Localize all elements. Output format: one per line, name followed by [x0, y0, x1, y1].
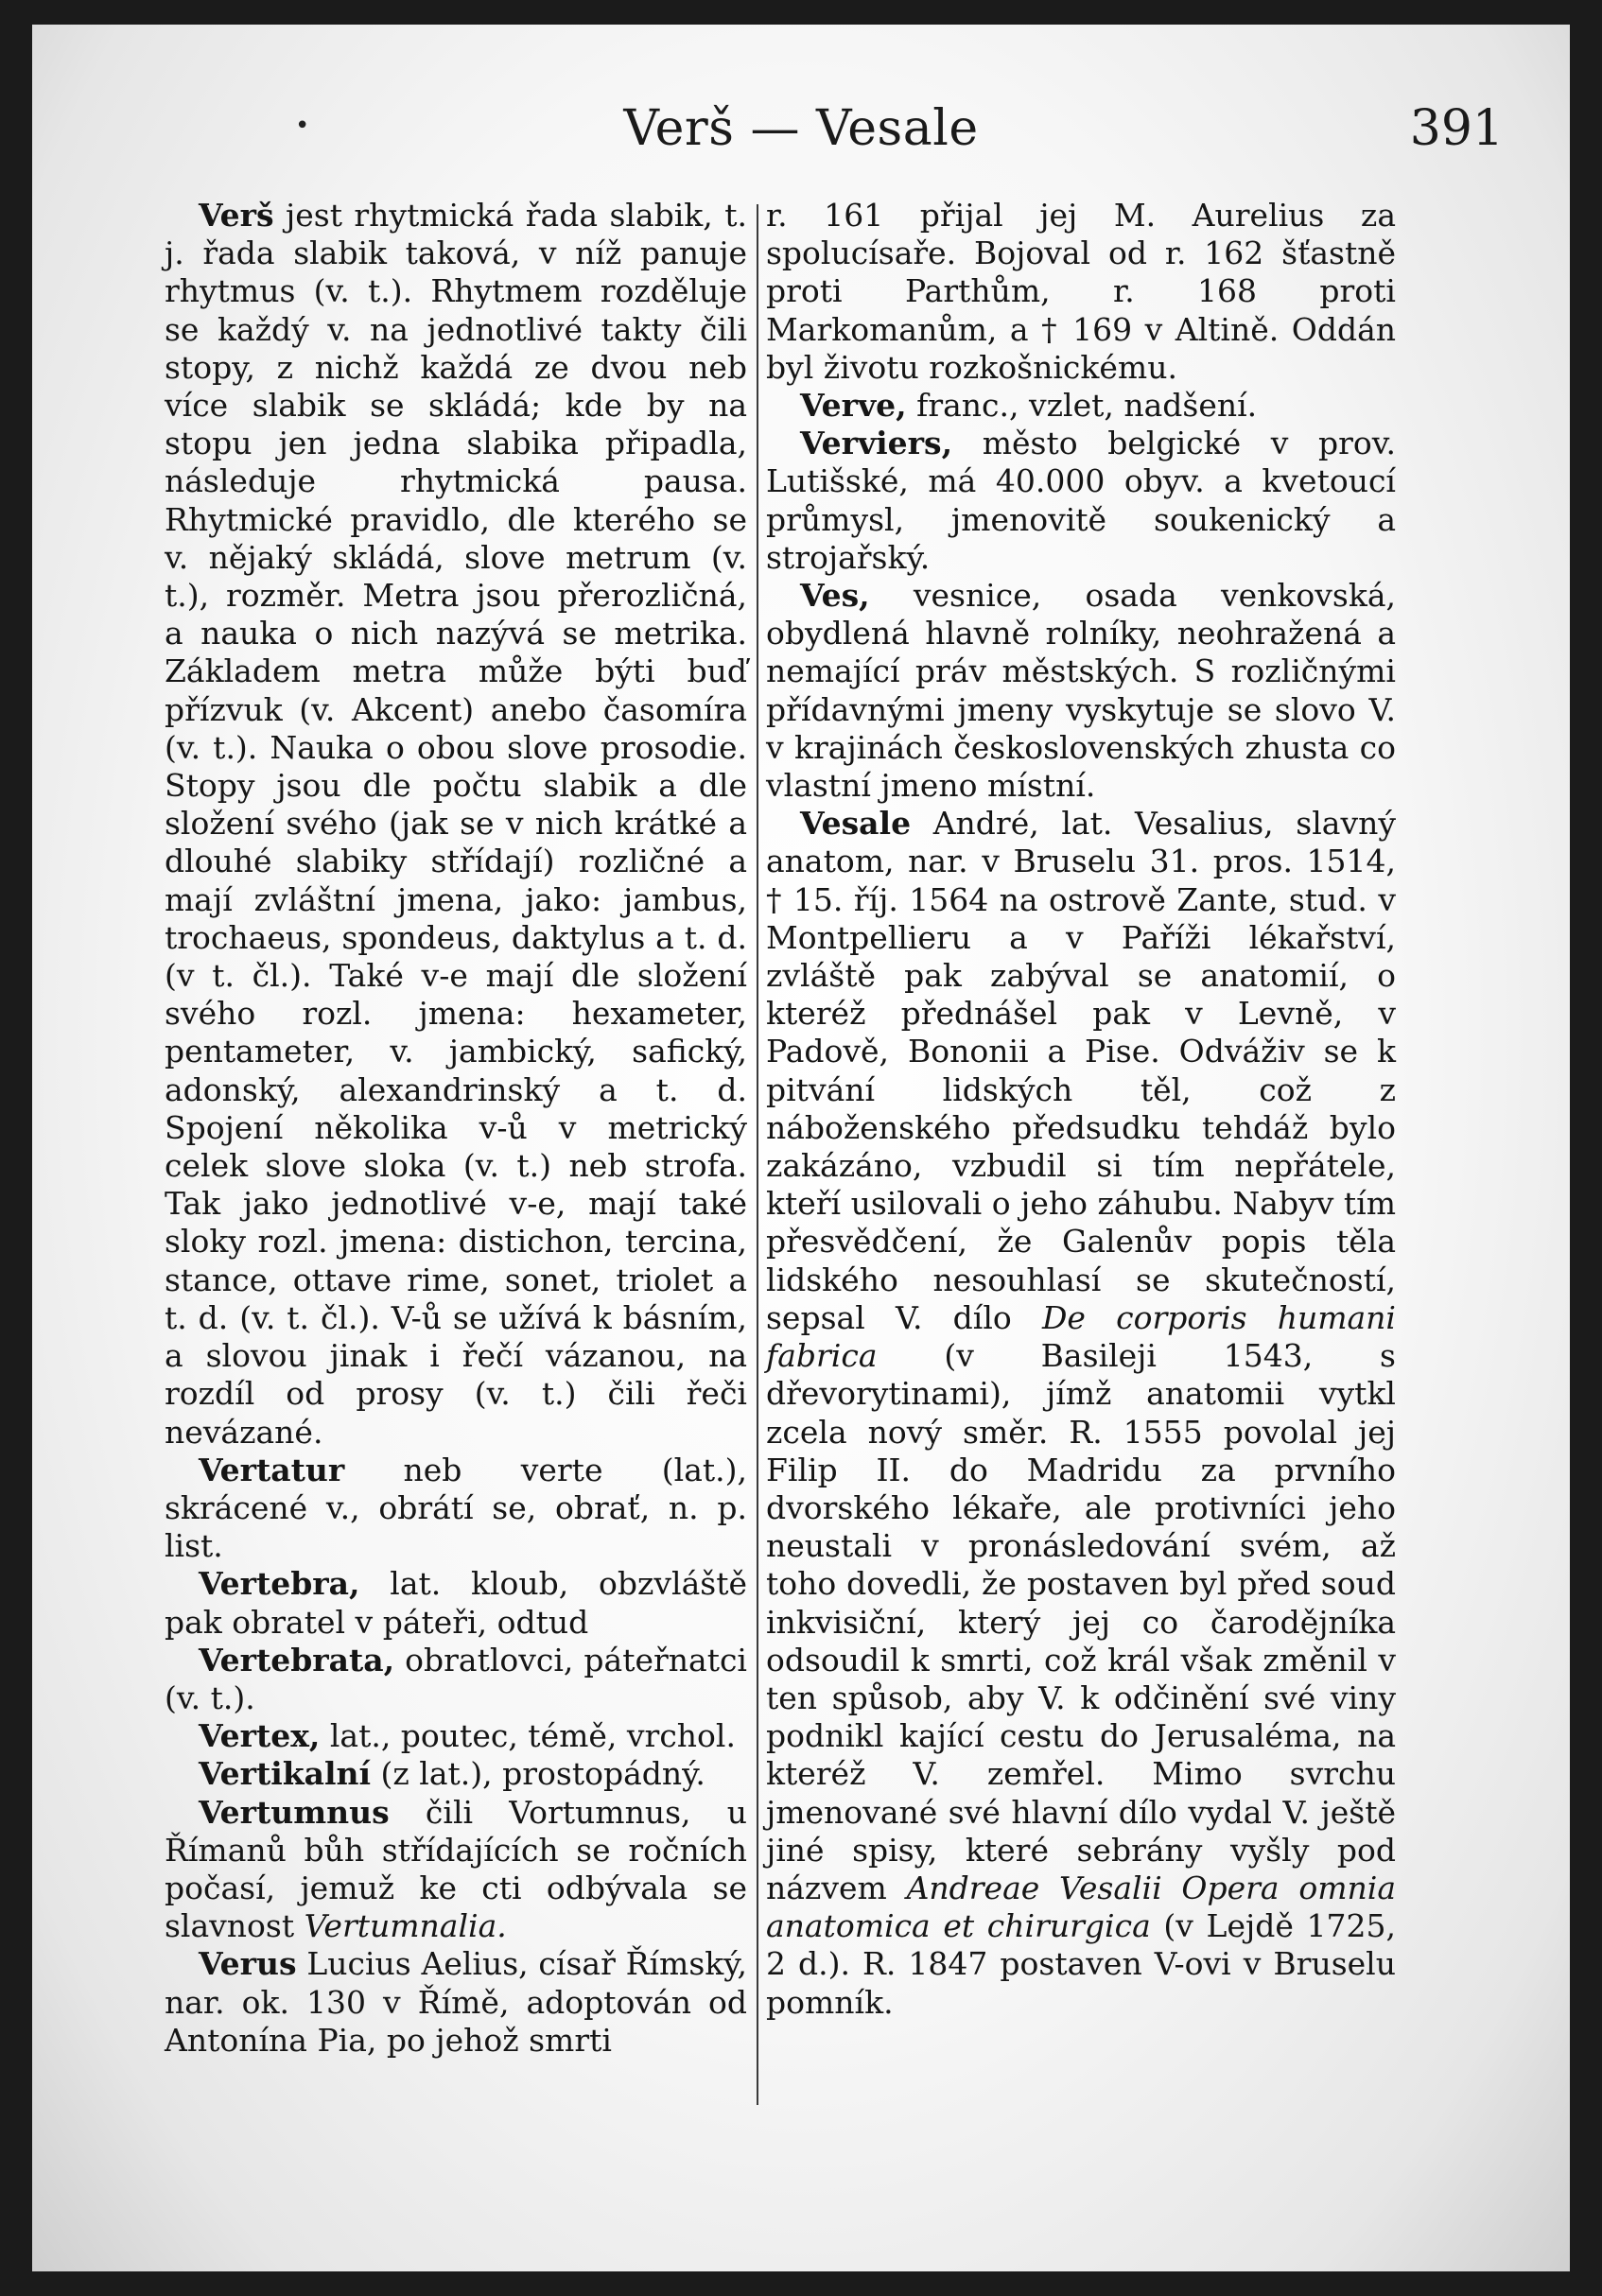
headword: Verus: [199, 1945, 297, 1983]
entry-italic: De corporis humani fabrica: [766, 1298, 1396, 1375]
entry-verve: [766, 387, 1396, 425]
entry-text: jest rhytmická řada slabik, t. j. řada slabik taková, v níž panuje rhytmus (v. t.). Rhytmem rozděluje se každý v. na jednotlivé takty čili stopy, z nichž každá ze dvou neb více slabik se skládá; kde by na stopu jen jedna slabika připadla, následuje rhytmická pausa. Rhytmické pravidlo, dle kterého se v. nějaký skládá, slove metrum (v. t.), rozměr. Metra jsou přerozličná, a nauka o nich nazývá se metrika. Základem metra může býti buď přízvuk (v. Akcent) anebo časomíra (v. t.). Nauka o obou slove prosodie. Stopy jsou dle počtu slabik a dle složení svého (jak se v nich krátké a dlouhé slabiky střídají) rozličné a mají zvláštní jmena, jako: jambus, trochaeus, spondeus, daktylus a t. d. (v t. čl.). Také v-e mají dle složení svého rozl. jmena: hexameter, pentameter, v. jambický, safický, adonský, alexandrinský a t. d. Spojení několika v-ů v metrický celek slove sloka (v. t.) neb strofa. Tak jako jednotlivé v-e, mají také sloky rozl. jmena: distichon, tercina, stance, ottave rime, sonet, triolet a t. d. (v. t. čl.). V-ů se užívá k básním, a slovou jinak i řečí vázanou, na rozdíl od prosy (v. t.) čili řeči nevázané.: [165, 197, 747, 1451]
entry-vesale: [766, 805, 1396, 2022]
header-bullet: •: [295, 112, 310, 140]
entry-text: čili Vortumnus, u Římanů bůh střídajících se ročních počasí, jemuž ke cti odbývala se slavnost: [165, 1793, 747, 1945]
dictionary-page: [32, 25, 1570, 2271]
entry-text: franc., vzlet, nadšení.: [906, 387, 1258, 425]
headword: Ves,: [800, 577, 870, 615]
entry-italic: Andreae Vesalii Opera omnia anatomica et chirurgica: [766, 1869, 1396, 1945]
entry-text: Lucius Aelius, císař Římský, nar. ok. 130 v Římě, adoptován od Antonína Pia, po jehož smrti: [165, 1945, 747, 2059]
entry-text: (v Basileji 1543, s dřevorytinami), jímž anatomii vytkl zcela nový směr. R. 1555 povolal jej Filip II. do Madridu za prvního dvorského lékaře, ale protivníci jeho neustali v pronásledování svém, až toho dovedli, že postaven byl před soud inkvisiční, který jej co čarodějníka odsoudil k smrti, což král však změnil v ten spůsob, aby V. k odčinění své viny podnikl kající cestu do Jerusaléma, na kteréž V. zemřel. Mimo svrchu jmenované své hlavní dílo vydal V. ještě jiné spisy, které sebrány vyšly pod názvem: [766, 1337, 1396, 1906]
headword: Vertumnus: [199, 1793, 390, 1831]
running-header: [32, 100, 1570, 166]
entry-verviers: [766, 425, 1396, 577]
entry-text: lat. kloub, obzvláště pak obratel v páteři, odtud: [165, 1565, 747, 1641]
headword: Vertebra,: [199, 1565, 360, 1603]
entry-vertex: [165, 1717, 747, 1755]
entry-text: vesnice, osada venkovská, obydlená hlavně rolníky, neohražená a nemající práv městských. S rozličnými přídavnými jmeny vyskytuje se slovo V. v krajinách československých zhusta co vlastní jmeno místní.: [766, 577, 1396, 805]
left-column: [165, 197, 747, 2060]
entry-vertebra: [165, 1565, 747, 1641]
headword: Vertex,: [199, 1717, 321, 1755]
entry-text: neb verte (lat.), skrácené v., obrátí se, obrať, n. p. list.: [165, 1451, 747, 1565]
entry-vers: [165, 197, 747, 1452]
entry-vertikalni: [165, 1755, 747, 1793]
entry-text: André, lat. Vesalius, slavný anatom, nar. v Bruselu 31. pros. 1514, † 15. říj. 1564 na ostrově Zante, stud. v Montpellieru a v Paříži lékařství, zvláště pak zabýval se anatomií, o kteréž přednášel pak v Levně, v Padově, Bononii a Pise. Odváživ se k pitvání lidských těl, což z náboženského předsudku tehdáž bylo zakázáno, vzbudil si tím nepřátele, kteří usilovali o jeho záhubu. Nabyv tím přesvědčení, že Galenův popis těla lidského nesouhlasí se skutečností, sepsal V. dílo: [766, 805, 1396, 1336]
headword: Vertikalní: [199, 1755, 372, 1793]
entry-text: lat., poutec, témě, vrchol.: [320, 1717, 736, 1755]
entry-vertatur: [165, 1452, 747, 1566]
entry-verus: [165, 1945, 747, 2060]
column-divider: [757, 204, 758, 2105]
entry-text: obratlovci, páteřnatci (v. t.).: [165, 1641, 747, 1716]
entry-vertebrata: [165, 1642, 747, 1717]
headword: Verš: [199, 197, 274, 234]
headword: Vertatur: [199, 1451, 345, 1488]
headword: Vesale: [800, 805, 912, 843]
page-title: Verš — Vesale: [623, 100, 979, 157]
entry-text: (z lat.), prostopádný.: [371, 1755, 705, 1793]
entry-ves: [766, 577, 1396, 805]
entry-vertumnus: [165, 1794, 747, 1946]
right-column: [766, 197, 1396, 2022]
entry-italic: Vertumnalia.: [304, 1907, 507, 1945]
entry-verus-continued: [766, 197, 1396, 387]
headword: Vertebrata,: [199, 1641, 395, 1679]
headword: Verve,: [800, 387, 907, 425]
page-number: 391: [1409, 100, 1504, 157]
entry-text: r. 161 přijal jej M. Aurelius za spolucísaře. Bojoval od r. 162 šťastně proti Parthům, r. 168 proti Markomanům, a † 169 v Altině. Oddán byl životu rozkošnickému.: [766, 197, 1396, 386]
entry-text: (v Lejdě 1725, 2 d.). R. 1847 postaven V-ovi v Bruselu pomník.: [766, 1907, 1396, 2021]
headword: Verviers,: [800, 425, 953, 462]
entry-text: město belgické v prov. Lutišské, má 40.000 obyv. a kvetoucí průmysl, jmenovitě soukenický a strojařský.: [766, 425, 1396, 576]
